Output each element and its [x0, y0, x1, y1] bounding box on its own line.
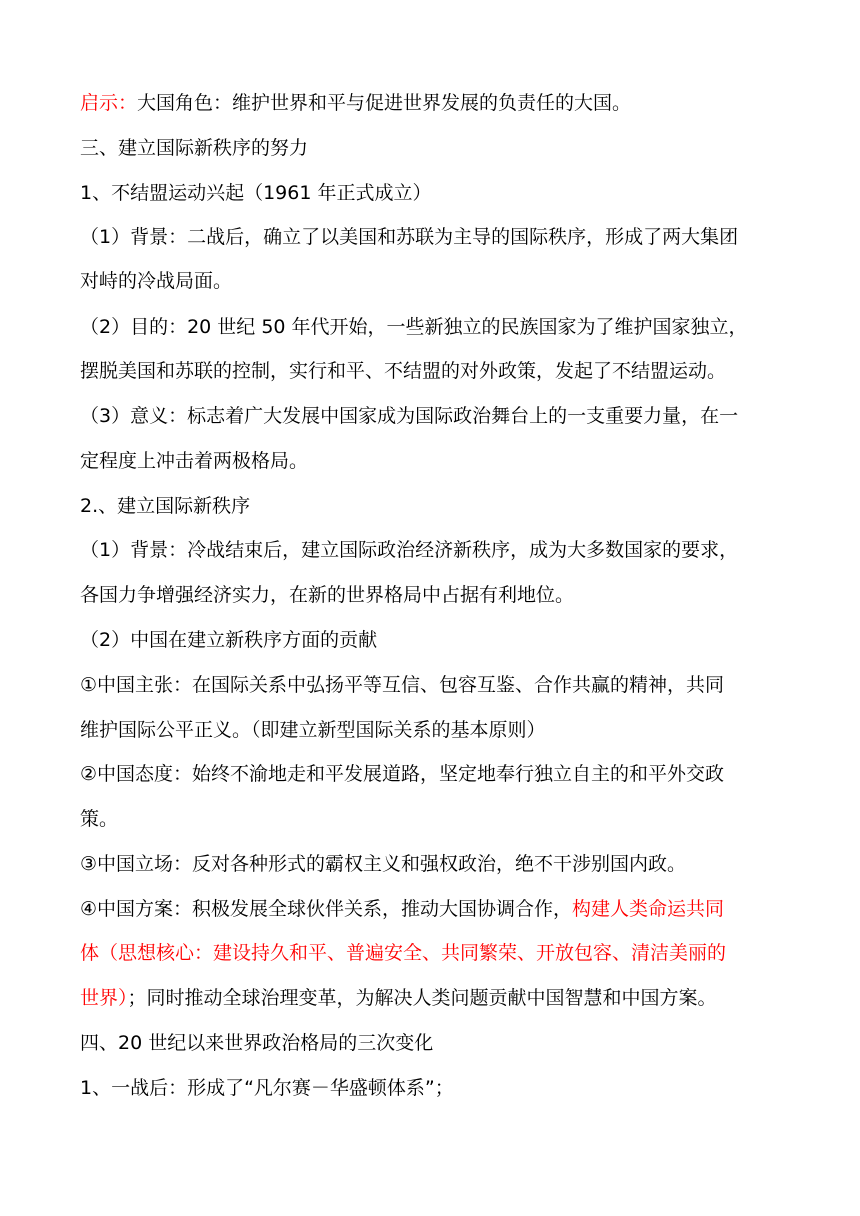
line-text: 体（思想核心：建设持久和平、普遍安全、共同繁荣、开放包容、清洁美丽的 [80, 942, 727, 964]
document-line [80, 88, 780, 118]
document-line [80, 849, 780, 879]
document-line [80, 535, 780, 565]
line-text: ；同时推动全球治理变革，为解决人类问题贡献中国智慧和中国方案。 [127, 987, 717, 1009]
document-line [80, 938, 780, 968]
line-text: ④中国方案：积极发展全球伙伴关系，推动大国协调合作， [80, 898, 573, 920]
document-line [80, 266, 780, 296]
line-text: 2.、建立国际新秩序 [80, 495, 251, 517]
document-line [80, 222, 780, 252]
subsection-heading [80, 491, 780, 521]
document-line [80, 759, 780, 789]
document-line [80, 715, 780, 745]
line-text: 摆脱美国和苏联的控制，实行和平、不结盟的对外政策，发起了不结盟运动。 [80, 360, 727, 382]
line-text: 1、不结盟运动兴起（1961 年正式成立） [80, 182, 432, 204]
line-text: （1）背景：冷战结束后，建立国际政治经济新秩序，成为大多数国家的要求， [80, 539, 739, 561]
line-text: ②中国态度：始终不渝地走和平发展道路，坚定地奉行独立自主的和平外交政 [80, 763, 725, 785]
line-text: ③中国立场：反对各种形式的霸权主义和强权政治，绝不干涉别国内政。 [80, 853, 687, 875]
document-line [80, 625, 780, 655]
line-text: 定程度上冲击着两极格局。 [80, 450, 309, 472]
line-text: 世界） [80, 987, 128, 1009]
document-line [80, 983, 780, 1013]
line-text: 1、一战后：形成了“凡尔赛－华盛顿体系”； [80, 1077, 454, 1099]
line-text: 启示： [80, 92, 138, 114]
line-text: 四、20 世纪以来世界政治格局的三次变化 [80, 1032, 434, 1054]
line-text: 策。 [80, 808, 119, 830]
line-text: 三、建立国际新秩序的努力 [80, 137, 309, 159]
line-text: （2）目的：20 世纪 50 年代开始，一些新独立的民族国家为了维护国家独立， [80, 316, 748, 338]
document-line [80, 580, 780, 610]
line-text: 各国力争增强经济实力，在新的世界格局中占据有利地位。 [80, 584, 575, 606]
document-line [80, 804, 780, 834]
line-text: 对峙的冷战局面。 [80, 270, 233, 292]
line-text: 大国角色：维护世界和平与促进世界发展的负责任的大国。 [137, 92, 632, 114]
document-line [80, 312, 780, 342]
line-text: ①中国主张：在国际关系中弘扬平等互信、包容互鉴、合作共赢的精神，共同 [80, 674, 725, 696]
section-heading [80, 133, 780, 163]
document-line [80, 670, 780, 700]
line-text: （2）中国在建立新秩序方面的贡献 [80, 629, 378, 651]
subsection-heading [80, 178, 780, 208]
document-line [80, 401, 780, 431]
section-heading [80, 1028, 780, 1058]
line-text: 维护国际公平正义。（即建立新型国际关系的基本原则） [80, 719, 546, 741]
document-line [80, 894, 780, 924]
line-text: （1）背景：二战后，确立了以美国和苏联为主导的国际秩序，形成了两大集团 [80, 226, 739, 248]
document-line [80, 1073, 780, 1103]
line-text: 构建人类命运共同 [572, 898, 725, 920]
document-line [80, 446, 780, 476]
document-line [80, 356, 780, 386]
line-text: （3）意义：标志着广大发展中国家成为国际政治舞台上的一支重要力量，在一 [80, 405, 739, 427]
